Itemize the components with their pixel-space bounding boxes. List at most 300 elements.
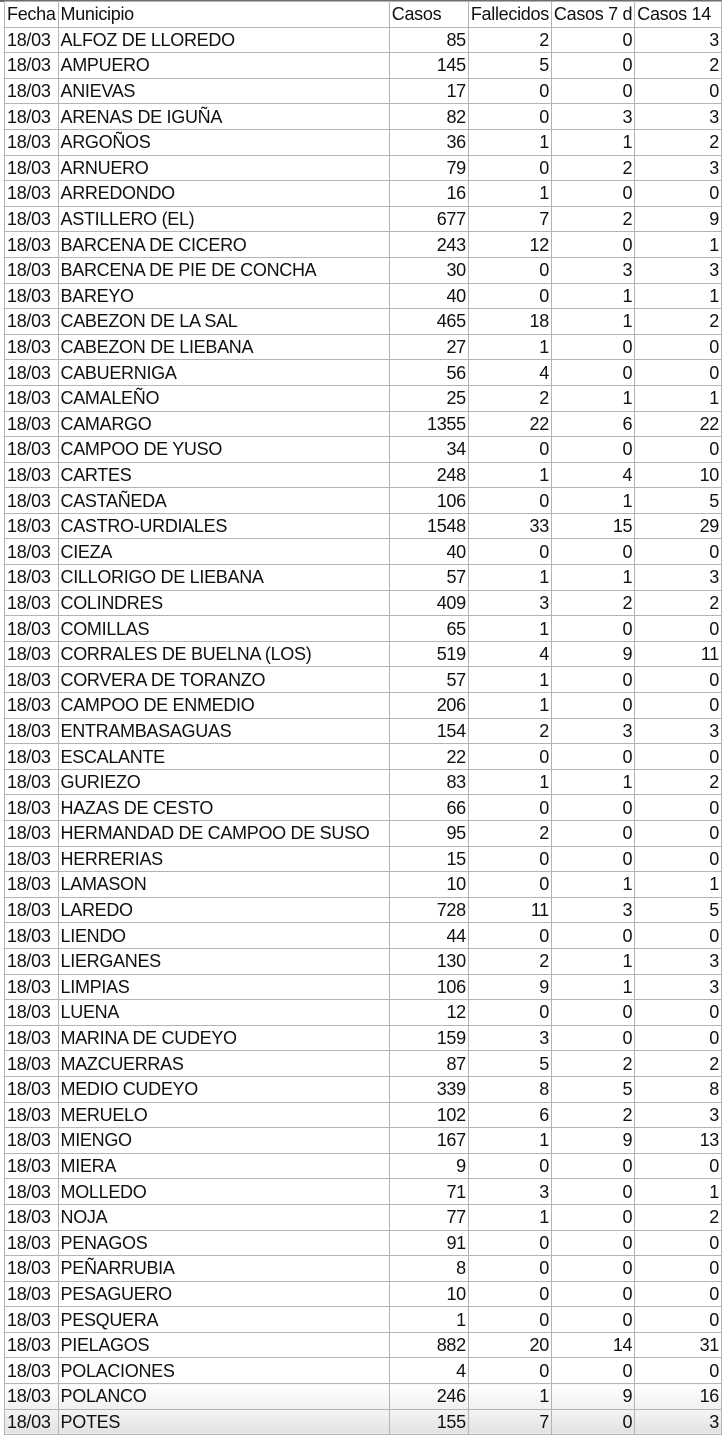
cell-municipio[interactable]: PESQUERA: [58, 1307, 389, 1333]
cell-fallecidos[interactable]: 1: [468, 616, 551, 642]
cell-casos[interactable]: 9: [389, 1153, 468, 1179]
cell-casos-7-dias[interactable]: 2: [551, 155, 634, 181]
cell-fallecidos[interactable]: 0: [468, 1281, 551, 1307]
cell-fallecidos[interactable]: 0: [468, 1358, 551, 1384]
table-row[interactable]: [5, 1204, 722, 1230]
cell-casos[interactable]: 102: [389, 1102, 468, 1128]
cell-casos-14-dias[interactable]: 2: [635, 769, 722, 795]
cell-casos[interactable]: 10: [389, 1281, 468, 1307]
cell-casos-14-dias[interactable]: 3: [635, 1102, 722, 1128]
cell-casos[interactable]: 15: [389, 846, 468, 872]
table-row[interactable]: [5, 309, 722, 335]
cell-casos[interactable]: 145: [389, 53, 468, 79]
table-row[interactable]: [5, 1000, 722, 1026]
cell-casos-14-dias[interactable]: 0: [635, 693, 722, 719]
cell-casos-7-dias[interactable]: 0: [551, 1358, 634, 1384]
table-row[interactable]: [5, 1102, 722, 1128]
cell-casos-14-dias[interactable]: 29: [635, 513, 722, 539]
table-row[interactable]: [5, 590, 722, 616]
cell-municipio[interactable]: ARENAS DE IGUÑA: [58, 104, 389, 130]
cell-casos-14-dias[interactable]: 0: [635, 78, 722, 104]
cell-municipio[interactable]: GURIEZO: [58, 769, 389, 795]
cell-casos[interactable]: 677: [389, 206, 468, 232]
table-row[interactable]: [5, 1307, 722, 1333]
cell-casos[interactable]: 56: [389, 360, 468, 386]
cell-casos-14-dias[interactable]: 0: [635, 539, 722, 565]
cell-casos-7-dias[interactable]: 0: [551, 1230, 634, 1256]
cell-casos[interactable]: 882: [389, 1332, 468, 1358]
cell-casos-7-dias[interactable]: 9: [551, 1384, 634, 1410]
cell-fallecidos[interactable]: 2: [468, 27, 551, 53]
cell-fallecidos[interactable]: 0: [468, 539, 551, 565]
cell-fecha[interactable]: 18/03: [5, 897, 59, 923]
cell-casos-7-dias[interactable]: 1: [551, 974, 634, 1000]
cell-casos-7-dias[interactable]: 4: [551, 462, 634, 488]
cell-municipio[interactable]: CASTAÑEDA: [58, 488, 389, 514]
cell-casos[interactable]: 40: [389, 283, 468, 309]
cell-fecha[interactable]: 18/03: [5, 923, 59, 949]
cell-casos[interactable]: 246: [389, 1384, 468, 1410]
table-row[interactable]: [5, 1179, 722, 1205]
cell-fecha[interactable]: 18/03: [5, 462, 59, 488]
table-row[interactable]: [5, 897, 722, 923]
cell-municipio[interactable]: PIELAGOS: [58, 1332, 389, 1358]
cell-municipio[interactable]: NOJA: [58, 1204, 389, 1230]
cell-fallecidos[interactable]: 7: [468, 206, 551, 232]
cell-fecha[interactable]: 18/03: [5, 53, 59, 79]
cell-casos-14-dias[interactable]: 16: [635, 1384, 722, 1410]
cell-casos[interactable]: 339: [389, 1076, 468, 1102]
cell-municipio[interactable]: ENTRAMBASAGUAS: [58, 718, 389, 744]
cell-casos-14-dias[interactable]: 0: [635, 1281, 722, 1307]
cell-municipio[interactable]: COLINDRES: [58, 590, 389, 616]
cell-fallecidos[interactable]: 9: [468, 974, 551, 1000]
cell-casos[interactable]: 83: [389, 769, 468, 795]
cell-casos[interactable]: 17: [389, 78, 468, 104]
cell-municipio[interactable]: MARINA DE CUDEYO: [58, 1025, 389, 1051]
cell-casos-14-dias[interactable]: 0: [635, 846, 722, 872]
cell-casos[interactable]: 95: [389, 821, 468, 847]
table-row[interactable]: [5, 334, 722, 360]
cell-casos[interactable]: 8: [389, 1256, 468, 1282]
table-row[interactable]: [5, 104, 722, 130]
cell-fallecidos[interactable]: 1: [468, 1384, 551, 1410]
cell-municipio[interactable]: ESCALANTE: [58, 744, 389, 770]
cell-municipio[interactable]: CABEZON DE LA SAL: [58, 309, 389, 335]
cell-casos-14-dias[interactable]: 3: [635, 565, 722, 591]
cell-casos-14-dias[interactable]: 10: [635, 462, 722, 488]
column-header-fecha[interactable]: Fecha: [5, 2, 59, 28]
cell-fecha[interactable]: 18/03: [5, 769, 59, 795]
table-row[interactable]: [5, 1256, 722, 1282]
cell-fecha[interactable]: 18/03: [5, 206, 59, 232]
cell-municipio[interactable]: CILLORIGO DE LIEBANA: [58, 565, 389, 591]
cell-casos-14-dias[interactable]: 0: [635, 1230, 722, 1256]
cell-casos[interactable]: 34: [389, 437, 468, 463]
cell-municipio[interactable]: PESAGUERO: [58, 1281, 389, 1307]
cell-municipio[interactable]: HAZAS DE CESTO: [58, 795, 389, 821]
cell-fallecidos[interactable]: 1: [468, 129, 551, 155]
cell-fallecidos[interactable]: 0: [468, 1000, 551, 1026]
cell-casos-7-dias[interactable]: 1: [551, 769, 634, 795]
cell-fecha[interactable]: 18/03: [5, 78, 59, 104]
cell-casos-7-dias[interactable]: 0: [551, 821, 634, 847]
cell-fecha[interactable]: 18/03: [5, 488, 59, 514]
cell-casos-14-dias[interactable]: 5: [635, 897, 722, 923]
table-row[interactable]: [5, 718, 722, 744]
cell-fecha[interactable]: 18/03: [5, 1153, 59, 1179]
table-row[interactable]: [5, 437, 722, 463]
cell-municipio[interactable]: LAMASON: [58, 872, 389, 898]
cell-fallecidos[interactable]: 1: [468, 1204, 551, 1230]
cell-casos[interactable]: 16: [389, 181, 468, 207]
cell-fecha[interactable]: 18/03: [5, 257, 59, 283]
cell-municipio[interactable]: LUENA: [58, 1000, 389, 1026]
cell-casos-7-dias[interactable]: 0: [551, 53, 634, 79]
cell-casos-14-dias[interactable]: 13: [635, 1128, 722, 1154]
cell-casos-7-dias[interactable]: 6: [551, 411, 634, 437]
cell-fecha[interactable]: 18/03: [5, 1358, 59, 1384]
cell-fallecidos[interactable]: 0: [468, 846, 551, 872]
cell-casos-14-dias[interactable]: 0: [635, 744, 722, 770]
cell-casos-7-dias[interactable]: 0: [551, 667, 634, 693]
cell-fallecidos[interactable]: 3: [468, 590, 551, 616]
cell-casos-14-dias[interactable]: 1: [635, 1179, 722, 1205]
cell-municipio[interactable]: LIERGANES: [58, 948, 389, 974]
cell-fecha[interactable]: 18/03: [5, 821, 59, 847]
cell-casos-14-dias[interactable]: 8: [635, 1076, 722, 1102]
cell-casos[interactable]: 57: [389, 565, 468, 591]
table-row[interactable]: [5, 27, 722, 53]
cell-casos-7-dias[interactable]: 1: [551, 385, 634, 411]
cell-fallecidos[interactable]: 0: [468, 283, 551, 309]
cell-fallecidos[interactable]: 2: [468, 718, 551, 744]
column-header-casos[interactable]: Casos: [389, 2, 468, 28]
cell-fallecidos[interactable]: 5: [468, 1051, 551, 1077]
cell-casos[interactable]: 71: [389, 1179, 468, 1205]
cell-casos-7-dias[interactable]: 9: [551, 1128, 634, 1154]
cell-casos-14-dias[interactable]: 2: [635, 590, 722, 616]
cell-municipio[interactable]: HERRERIAS: [58, 846, 389, 872]
cell-casos-7-dias[interactable]: 0: [551, 78, 634, 104]
cell-fallecidos[interactable]: 1: [468, 1128, 551, 1154]
cell-municipio[interactable]: ARGOÑOS: [58, 129, 389, 155]
cell-casos-14-dias[interactable]: 0: [635, 1358, 722, 1384]
cell-fallecidos[interactable]: 0: [468, 488, 551, 514]
cell-casos[interactable]: 91: [389, 1230, 468, 1256]
table-row[interactable]: [5, 923, 722, 949]
cell-municipio[interactable]: LAREDO: [58, 897, 389, 923]
cell-fallecidos[interactable]: 0: [468, 1230, 551, 1256]
table-row[interactable]: [5, 462, 722, 488]
cell-casos-7-dias[interactable]: 3: [551, 104, 634, 130]
cell-fecha[interactable]: 18/03: [5, 232, 59, 258]
table-row[interactable]: [5, 846, 722, 872]
cell-municipio[interactable]: CARTES: [58, 462, 389, 488]
cell-casos[interactable]: 243: [389, 232, 468, 258]
cell-casos-14-dias[interactable]: 0: [635, 437, 722, 463]
cell-municipio[interactable]: ALFOZ DE LLOREDO: [58, 27, 389, 53]
cell-fallecidos[interactable]: 33: [468, 513, 551, 539]
table-row[interactable]: [5, 1051, 722, 1077]
cell-casos[interactable]: 465: [389, 309, 468, 335]
cell-casos-14-dias[interactable]: 0: [635, 821, 722, 847]
cell-fallecidos[interactable]: 8: [468, 1076, 551, 1102]
table-row[interactable]: [5, 1025, 722, 1051]
cell-fecha[interactable]: 18/03: [5, 1409, 59, 1435]
cell-fecha[interactable]: 18/03: [5, 1204, 59, 1230]
cell-casos[interactable]: 57: [389, 667, 468, 693]
cell-casos[interactable]: 248: [389, 462, 468, 488]
cell-fecha[interactable]: 18/03: [5, 744, 59, 770]
cell-fallecidos[interactable]: 22: [468, 411, 551, 437]
cell-casos[interactable]: 4: [389, 1358, 468, 1384]
cell-casos-7-dias[interactable]: 0: [551, 1281, 634, 1307]
table-row[interactable]: [5, 206, 722, 232]
cell-casos[interactable]: 25: [389, 385, 468, 411]
cell-municipio[interactable]: LIMPIAS: [58, 974, 389, 1000]
cell-casos[interactable]: 106: [389, 488, 468, 514]
cell-fecha[interactable]: 18/03: [5, 974, 59, 1000]
cell-casos-7-dias[interactable]: 1: [551, 565, 634, 591]
table-row[interactable]: [5, 78, 722, 104]
cell-fallecidos[interactable]: 20: [468, 1332, 551, 1358]
table-row[interactable]: [5, 257, 722, 283]
table-row[interactable]: [5, 1384, 722, 1410]
cell-fallecidos[interactable]: 0: [468, 1153, 551, 1179]
cell-fecha[interactable]: 18/03: [5, 181, 59, 207]
cell-casos-14-dias[interactable]: 11: [635, 641, 722, 667]
cell-fecha[interactable]: 18/03: [5, 283, 59, 309]
cell-casos[interactable]: 167: [389, 1128, 468, 1154]
cell-casos-14-dias[interactable]: 3: [635, 974, 722, 1000]
cell-casos-7-dias[interactable]: 0: [551, 1204, 634, 1230]
table-row[interactable]: [5, 821, 722, 847]
cell-casos-7-dias[interactable]: 2: [551, 206, 634, 232]
cell-casos-7-dias[interactable]: 2: [551, 1102, 634, 1128]
cell-fallecidos[interactable]: 0: [468, 795, 551, 821]
cell-casos-7-dias[interactable]: 9: [551, 641, 634, 667]
cell-casos[interactable]: 40: [389, 539, 468, 565]
cell-casos-7-dias[interactable]: 1: [551, 948, 634, 974]
cell-casos-7-dias[interactable]: 3: [551, 257, 634, 283]
cell-municipio[interactable]: HERMANDAD DE CAMPOO DE SUSO: [58, 821, 389, 847]
cell-fecha[interactable]: 18/03: [5, 1307, 59, 1333]
cell-municipio[interactable]: POLANCO: [58, 1384, 389, 1410]
cell-fecha[interactable]: 18/03: [5, 1102, 59, 1128]
cell-municipio[interactable]: CAMARGO: [58, 411, 389, 437]
cell-casos-7-dias[interactable]: 0: [551, 27, 634, 53]
table-row[interactable]: [5, 1230, 722, 1256]
cell-fecha[interactable]: 18/03: [5, 693, 59, 719]
cell-fallecidos[interactable]: 1: [468, 181, 551, 207]
cell-fallecidos[interactable]: 1: [468, 462, 551, 488]
cell-fallecidos[interactable]: 3: [468, 1179, 551, 1205]
cell-casos-14-dias[interactable]: 2: [635, 129, 722, 155]
cell-municipio[interactable]: CABEZON DE LIEBANA: [58, 334, 389, 360]
cell-casos-7-dias[interactable]: 0: [551, 1153, 634, 1179]
cell-casos-7-dias[interactable]: 0: [551, 923, 634, 949]
table-row[interactable]: [5, 641, 722, 667]
cell-municipio[interactable]: ASTILLERO (EL): [58, 206, 389, 232]
cell-casos-14-dias[interactable]: 1: [635, 283, 722, 309]
table-row[interactable]: [5, 155, 722, 181]
cell-municipio[interactable]: AMPUERO: [58, 53, 389, 79]
cell-municipio[interactable]: POTES: [58, 1409, 389, 1435]
cell-casos-14-dias[interactable]: 2: [635, 53, 722, 79]
cell-municipio[interactable]: BAREYO: [58, 283, 389, 309]
cell-casos-14-dias[interactable]: 2: [635, 309, 722, 335]
cell-fallecidos[interactable]: 1: [468, 334, 551, 360]
table-row[interactable]: [5, 795, 722, 821]
cell-casos-7-dias[interactable]: 0: [551, 846, 634, 872]
cell-casos-14-dias[interactable]: 2: [635, 1204, 722, 1230]
cell-casos-14-dias[interactable]: 1: [635, 232, 722, 258]
cell-fecha[interactable]: 18/03: [5, 129, 59, 155]
cell-casos-14-dias[interactable]: 0: [635, 360, 722, 386]
cell-municipio[interactable]: ARREDONDO: [58, 181, 389, 207]
cell-casos[interactable]: 154: [389, 718, 468, 744]
cell-casos-7-dias[interactable]: 15: [551, 513, 634, 539]
cell-casos[interactable]: 155: [389, 1409, 468, 1435]
table-row[interactable]: [5, 1153, 722, 1179]
cell-casos[interactable]: 130: [389, 948, 468, 974]
table-row[interactable]: [5, 948, 722, 974]
table-row[interactable]: [5, 693, 722, 719]
cell-fallecidos[interactable]: 7: [468, 1409, 551, 1435]
cell-casos-14-dias[interactable]: 9: [635, 206, 722, 232]
cell-casos[interactable]: 409: [389, 590, 468, 616]
cell-casos-14-dias[interactable]: 0: [635, 1000, 722, 1026]
cell-casos-7-dias[interactable]: 0: [551, 181, 634, 207]
table-row[interactable]: [5, 667, 722, 693]
cell-fecha[interactable]: 18/03: [5, 1256, 59, 1282]
cell-fecha[interactable]: 18/03: [5, 1384, 59, 1410]
table-row[interactable]: [5, 488, 722, 514]
cell-casos-7-dias[interactable]: 0: [551, 334, 634, 360]
cell-casos-7-dias[interactable]: 0: [551, 1256, 634, 1282]
cell-fecha[interactable]: 18/03: [5, 155, 59, 181]
cell-fecha[interactable]: 18/03: [5, 27, 59, 53]
cell-fallecidos[interactable]: 3: [468, 1025, 551, 1051]
cell-municipio[interactable]: CIEZA: [58, 539, 389, 565]
cell-municipio[interactable]: PENAGOS: [58, 1230, 389, 1256]
cell-fallecidos[interactable]: 0: [468, 923, 551, 949]
cell-fecha[interactable]: 18/03: [5, 1332, 59, 1358]
cell-casos-14-dias[interactable]: 3: [635, 1409, 722, 1435]
cell-casos-14-dias[interactable]: 0: [635, 1153, 722, 1179]
cell-fecha[interactable]: 18/03: [5, 513, 59, 539]
cell-casos-7-dias[interactable]: 0: [551, 1307, 634, 1333]
cell-casos-14-dias[interactable]: 2: [635, 1051, 722, 1077]
cell-municipio[interactable]: MIERA: [58, 1153, 389, 1179]
cell-fallecidos[interactable]: 1: [468, 693, 551, 719]
cell-casos[interactable]: 87: [389, 1051, 468, 1077]
cell-fallecidos[interactable]: 4: [468, 641, 551, 667]
table-row[interactable]: [5, 1409, 722, 1435]
cell-casos-7-dias[interactable]: 0: [551, 1409, 634, 1435]
cell-casos[interactable]: 1355: [389, 411, 468, 437]
column-header-casos-14-dias[interactable]: Casos 14: [635, 2, 722, 28]
cell-municipio[interactable]: PEÑARRUBIA: [58, 1256, 389, 1282]
cell-casos-7-dias[interactable]: 2: [551, 1051, 634, 1077]
cell-fallecidos[interactable]: 0: [468, 78, 551, 104]
cell-fecha[interactable]: 18/03: [5, 1051, 59, 1077]
cell-municipio[interactable]: CAMPOO DE YUSO: [58, 437, 389, 463]
cell-casos-14-dias[interactable]: 5: [635, 488, 722, 514]
table-row[interactable]: [5, 283, 722, 309]
cell-casos-7-dias[interactable]: 0: [551, 437, 634, 463]
cell-casos-14-dias[interactable]: 1: [635, 872, 722, 898]
cell-fallecidos[interactable]: 0: [468, 257, 551, 283]
cell-fecha[interactable]: 18/03: [5, 539, 59, 565]
cell-municipio[interactable]: BARCENA DE PIE DE CONCHA: [58, 257, 389, 283]
cell-casos-7-dias[interactable]: 14: [551, 1332, 634, 1358]
cell-casos-7-dias[interactable]: 0: [551, 539, 634, 565]
cell-fecha[interactable]: 18/03: [5, 1281, 59, 1307]
cell-fecha[interactable]: 18/03: [5, 616, 59, 642]
cell-fallecidos[interactable]: 0: [468, 1307, 551, 1333]
table-row[interactable]: [5, 565, 722, 591]
cell-casos[interactable]: 1548: [389, 513, 468, 539]
cell-casos-14-dias[interactable]: 0: [635, 1256, 722, 1282]
cell-municipio[interactable]: ARNUERO: [58, 155, 389, 181]
cell-casos[interactable]: 1: [389, 1307, 468, 1333]
cell-municipio[interactable]: CORRALES DE BUELNA (LOS): [58, 641, 389, 667]
table-row[interactable]: [5, 1332, 722, 1358]
table-row[interactable]: [5, 513, 722, 539]
cell-casos-14-dias[interactable]: 0: [635, 795, 722, 821]
table-row[interactable]: [5, 744, 722, 770]
cell-casos[interactable]: 519: [389, 641, 468, 667]
cell-casos[interactable]: 159: [389, 1025, 468, 1051]
cell-municipio[interactable]: CAMPOO DE ENMEDIO: [58, 693, 389, 719]
cell-fallecidos[interactable]: 0: [468, 1256, 551, 1282]
cell-casos[interactable]: 728: [389, 897, 468, 923]
cell-fecha[interactable]: 18/03: [5, 1230, 59, 1256]
cell-casos-14-dias[interactable]: 3: [635, 257, 722, 283]
cell-casos[interactable]: 106: [389, 974, 468, 1000]
cell-casos[interactable]: 36: [389, 129, 468, 155]
table-row[interactable]: [5, 1281, 722, 1307]
table-row[interactable]: [5, 232, 722, 258]
cell-casos-7-dias[interactable]: 2: [551, 590, 634, 616]
cell-casos-7-dias[interactable]: 0: [551, 744, 634, 770]
table-row[interactable]: [5, 385, 722, 411]
cell-fallecidos[interactable]: 2: [468, 948, 551, 974]
cell-fecha[interactable]: 18/03: [5, 1076, 59, 1102]
cell-fecha[interactable]: 18/03: [5, 590, 59, 616]
cell-casos[interactable]: 22: [389, 744, 468, 770]
table-row[interactable]: [5, 181, 722, 207]
table-row[interactable]: [5, 616, 722, 642]
cell-casos[interactable]: 85: [389, 27, 468, 53]
cell-fecha[interactable]: 18/03: [5, 411, 59, 437]
cell-fecha[interactable]: 18/03: [5, 667, 59, 693]
cell-municipio[interactable]: MEDIO CUDEYO: [58, 1076, 389, 1102]
cell-casos-7-dias[interactable]: 5: [551, 1076, 634, 1102]
cell-fallecidos[interactable]: 4: [468, 360, 551, 386]
column-header-fallecidos[interactable]: Fallecidos: [468, 2, 551, 28]
cell-fecha[interactable]: 18/03: [5, 1179, 59, 1205]
cell-fecha[interactable]: 18/03: [5, 1025, 59, 1051]
cell-fecha[interactable]: 18/03: [5, 360, 59, 386]
cell-fallecidos[interactable]: 0: [468, 744, 551, 770]
cell-casos-7-dias[interactable]: 1: [551, 488, 634, 514]
cell-casos[interactable]: 12: [389, 1000, 468, 1026]
cell-fallecidos[interactable]: 18: [468, 309, 551, 335]
cell-casos-14-dias[interactable]: 1: [635, 385, 722, 411]
